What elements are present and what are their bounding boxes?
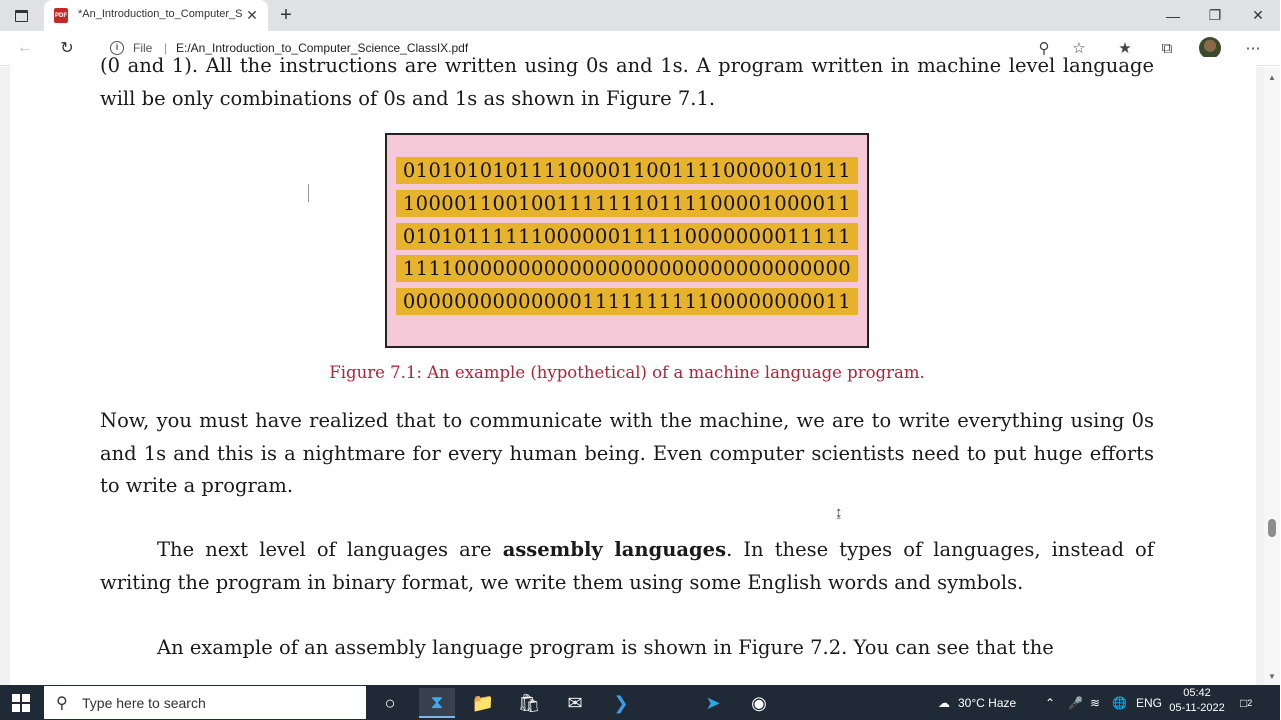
zoom-icon[interactable]: ⚲ — [1038, 40, 1050, 57]
binary-line: 00000000000000111111111100000000011 — [396, 288, 858, 315]
clock[interactable] — [1160, 686, 1234, 716]
paragraph-nightmare: Now, you must have realized that to communicate with the machine, we are to write everything using 0s and 1s and this is a nightmare for every human being. Even computer scientists need to put huge efforts to write a program. — [100, 409, 1154, 497]
binary-line: 10000110010011111110111100001000011 — [396, 190, 858, 217]
paragraph-assembly — [100, 534, 1154, 599]
tab-strip — [0, 0, 1280, 31]
more-options-icon[interactable]: ⋯ — [1245, 40, 1261, 57]
notification-count: 2 — [1247, 697, 1253, 708]
paragraph-assembly-prefix: The next level of languages are — [157, 538, 503, 561]
vertical-scrollbar[interactable] — [1264, 67, 1280, 685]
clock-date: 05-11-2022 — [1169, 702, 1225, 714]
notifications-icon[interactable]: □ 2 — [1240, 695, 1253, 710]
weather-widget[interactable] — [938, 685, 1016, 720]
figure-caption: Figure 7.1: An example (hypothetical) of a machine language program. — [329, 363, 925, 382]
microphone-icon[interactable]: 🎤 — [1068, 695, 1083, 710]
scroll-down-icon[interactable]: ▼ — [1268, 672, 1276, 681]
file-explorer-icon[interactable]: 📁 — [471, 692, 495, 713]
address-separator: | — [164, 41, 168, 55]
pdf-icon: PDF — [54, 8, 68, 23]
globe-icon[interactable]: 🌐 — [1112, 695, 1127, 710]
paragraph-assembly-example: An example of an assembly language program is shown in Figure 7.2. You can see that the — [157, 636, 1054, 659]
telegram-icon[interactable]: ➤ — [705, 692, 721, 713]
recorder-icon[interactable]: ◉ — [751, 692, 767, 713]
taskbar-search-box[interactable] — [44, 686, 366, 719]
clock-time: 05:42 — [1183, 687, 1211, 699]
close-window-button[interactable]: ✕ — [1252, 7, 1264, 23]
search-icon: ⚲ — [56, 695, 68, 712]
refresh-icon[interactable]: ↻ — [60, 40, 74, 57]
store-icon[interactable]: 🛍 — [517, 692, 541, 713]
taskbar — [0, 685, 1280, 720]
binary-line: 01010101011110000110011110000010111 — [396, 157, 858, 184]
add-favorite-icon[interactable]: ☆ — [1072, 40, 1086, 57]
favorites-icon[interactable]: ★ — [1118, 40, 1132, 57]
ibeam-cursor-icon: ↨ — [835, 504, 843, 521]
minimize-button[interactable]: — — [1166, 7, 1180, 24]
scroll-up-icon[interactable]: ▲ — [1268, 73, 1276, 82]
binary-line: 01010111111000000111110000000011111 — [396, 223, 858, 250]
pdf-page — [10, 54, 1256, 697]
back-icon[interactable]: ← — [17, 39, 33, 56]
tab-close-button[interactable]: ✕ — [246, 7, 258, 23]
paragraph-machine-language: (0 and 1). All the instructions are written using 0s and 1s. A program written in machine level language will be only combinations of 0s and 1s as shown in Figure 7.1. — [100, 54, 1154, 110]
new-tab-button[interactable]: + — [280, 4, 292, 26]
tab-actions-menu-icon[interactable] — [12, 7, 30, 24]
vscode-icon[interactable]: ❯ — [613, 692, 629, 713]
file-label: File — [133, 41, 153, 55]
tab-pdf-document[interactable] — [44, 0, 268, 31]
pdf-viewport[interactable] — [0, 54, 1264, 685]
weather-text: 30°C Haze — [958, 695, 1017, 710]
tab-title: *An_Introduction_to_Computer_S — [78, 8, 243, 20]
text-caret — [308, 184, 309, 202]
binary-line: 11110000000000000000000000000000000 — [396, 255, 858, 282]
info-icon[interactable]: i — [110, 41, 124, 55]
paragraph-assembly-suffix: . In these types of languages, instead of writing the program in binary format, we write them using some English words and symbols. — [100, 538, 1154, 594]
assembly-languages-term: assembly languages — [502, 538, 727, 561]
scroll-thumb[interactable] — [1268, 519, 1276, 537]
edge-browser-icon[interactable]: ⧗ — [419, 688, 455, 718]
cortana-icon[interactable]: ○ — [384, 692, 396, 713]
windows-start-icon[interactable] — [12, 694, 30, 712]
figure-machine-code — [385, 133, 869, 348]
tray-expand-icon[interactable]: ⌃ — [1045, 695, 1056, 710]
language-indicator[interactable]: ENG — [1136, 695, 1163, 710]
collections-icon[interactable]: ⧉ — [1161, 39, 1173, 57]
weather-icon: ☁ — [938, 695, 950, 710]
url-text[interactable]: E:/An_Introduction_to_Computer_Science_ClassIX.pdf — [176, 41, 469, 55]
network-icon[interactable]: ≋ — [1090, 695, 1101, 710]
profile-avatar[interactable] — [1199, 37, 1221, 59]
search-placeholder: Type here to search — [82, 695, 206, 711]
mail-icon[interactable]: ✉ — [567, 692, 583, 713]
restore-button[interactable]: ❐ — [1208, 7, 1222, 23]
